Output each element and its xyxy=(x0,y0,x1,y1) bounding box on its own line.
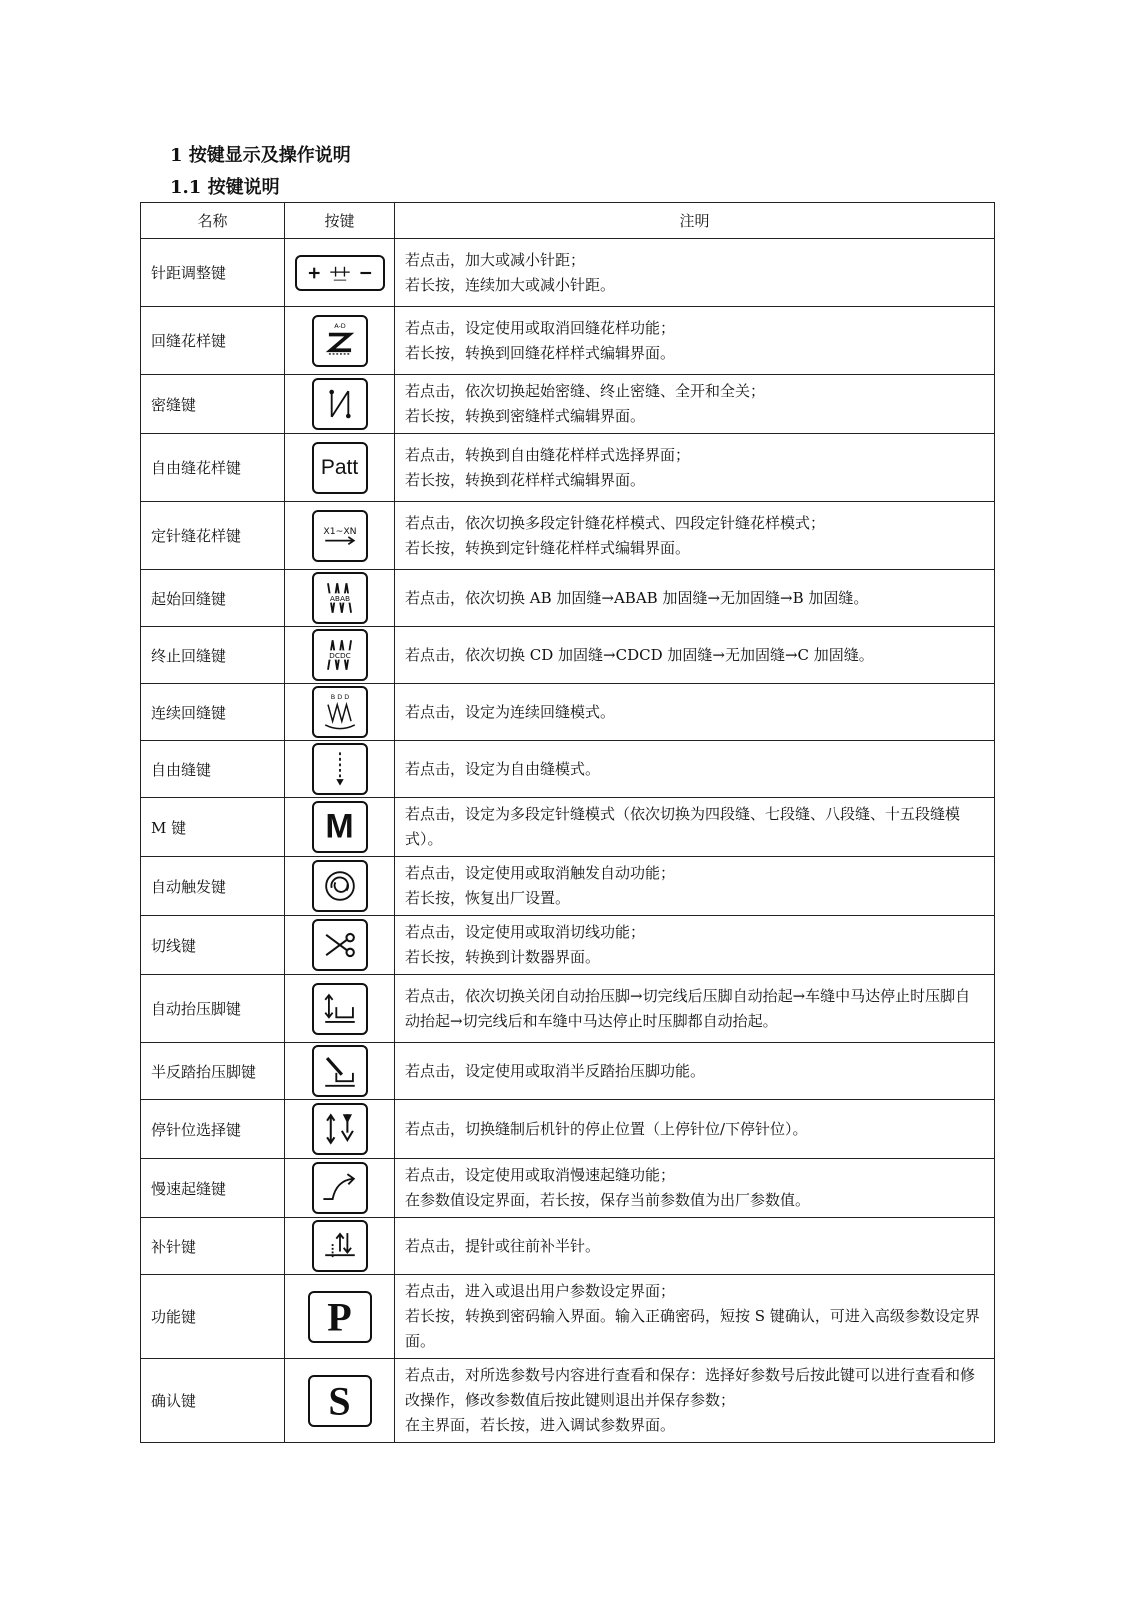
half-heel-presser-foot-icon xyxy=(312,1045,368,1097)
key-name: 自动抬压脚键 xyxy=(141,975,285,1043)
key-name: 确认键 xyxy=(141,1359,285,1443)
key-note: 若点击，设定使用或取消半反踏抬压脚功能。 xyxy=(395,1043,995,1100)
svg-text:ABAB: ABAB xyxy=(329,593,350,603)
key-name: 半反踏抬压脚键 xyxy=(141,1043,285,1100)
header-name: 名称 xyxy=(141,203,285,239)
svg-text:A-D: A-D xyxy=(333,321,346,330)
s-key-icon: S xyxy=(308,1375,372,1427)
m-key-icon: M xyxy=(312,801,368,853)
key-note: 若点击，设定使用或取消回缝花样功能； 若长按，转换到回缝花样样式编辑界面。 xyxy=(395,307,995,375)
key-name: 慢速起缝键 xyxy=(141,1159,285,1218)
key-note: 若点击，设定使用或取消慢速起缝功能； 在参数值设定界面，若长按，保存当前参数值为出厂参数值。 xyxy=(395,1159,995,1218)
key-note: 若点击，依次切换关闭自动抬压脚→切完线后压脚自动抬起→车缝中马达停止时压脚自动抬起→切完线后和车缝中马达停止时压脚都自动抬起。 xyxy=(395,975,995,1043)
table-row xyxy=(141,627,995,684)
table-header-row xyxy=(141,203,995,239)
p-key-icon: P xyxy=(308,1291,372,1343)
table-row xyxy=(141,239,995,307)
table-row xyxy=(141,1218,995,1275)
auto-presser-foot-icon xyxy=(312,983,368,1035)
table-row xyxy=(141,741,995,798)
table-row xyxy=(141,857,995,916)
key-name: 自由缝花样键 xyxy=(141,434,285,502)
table-row xyxy=(141,916,995,975)
table-row xyxy=(141,1159,995,1218)
free-stitch-icon xyxy=(312,743,368,795)
table-row xyxy=(141,375,995,434)
key-name: M 键 xyxy=(141,798,285,857)
key-name: 连续回缝键 xyxy=(141,684,285,741)
patt-icon: Patt xyxy=(312,442,368,494)
key-note: 若点击，对所选参数号内容进行查看和保存：选择好参数号后按此键可以进行查看和修改操作，修改参数值后按此键则退出并保存参数； 在主界面，若长按，进入调试参数界面。 xyxy=(395,1359,995,1443)
fixed-stitch-pattern-icon xyxy=(312,510,368,562)
thread-trim-icon xyxy=(312,919,368,971)
condensed-stitch-icon xyxy=(312,378,368,430)
continuous-backtack-icon xyxy=(312,686,368,738)
start-backtack-icon xyxy=(312,572,368,624)
key-name: 自由缝键 xyxy=(141,741,285,798)
table-row xyxy=(141,307,995,375)
table-row xyxy=(141,1100,995,1159)
key-note: 若点击，依次切换 AB 加固缝→ABAB 加固缝→无加固缝→B 加固缝。 xyxy=(395,570,995,627)
key-note: 若点击，设定为连续回缝模式。 xyxy=(395,684,995,741)
key-name: 补针键 xyxy=(141,1218,285,1275)
needle-stop-position-icon xyxy=(312,1103,368,1155)
key-note: 若点击，依次切换 CD 加固缝→CDCD 加固缝→无加固缝→C 加固缝。 xyxy=(395,627,995,684)
key-name: 停针位选择键 xyxy=(141,1100,285,1159)
key-note: 若点击，设定使用或取消切线功能； 若长按，转换到计数器界面。 xyxy=(395,916,995,975)
table-row xyxy=(141,1043,995,1100)
table-row xyxy=(141,502,995,570)
table-row xyxy=(141,684,995,741)
key-name: 针距调整键 xyxy=(141,239,285,307)
key-note: 若点击，提针或往前补半针。 xyxy=(395,1218,995,1275)
svg-text:DCDC: DCDC xyxy=(328,650,351,660)
key-name: 密缝键 xyxy=(141,375,285,434)
key-note: 若点击，加大或减小针距； 若长按，连续加大或减小针距。 xyxy=(395,239,995,307)
header-note: 注明 xyxy=(395,203,995,239)
table-row xyxy=(141,1275,995,1359)
svg-text:B D D: B D D xyxy=(330,693,349,702)
table-row xyxy=(141,975,995,1043)
header-key: 按键 xyxy=(285,203,395,239)
key-note: 若点击，依次切换起始密缝、终止密缝、全开和全关； 若长按，转换到密缝样式编辑界面。 xyxy=(395,375,995,434)
key-name: 定针缝花样键 xyxy=(141,502,285,570)
stitch-length-adjust-icon xyxy=(295,255,385,291)
auto-trigger-icon xyxy=(312,860,368,912)
table-row xyxy=(141,570,995,627)
section-heading: 1 按键显示及操作说明 xyxy=(170,145,351,166)
key-name: 自动触发键 xyxy=(141,857,285,916)
key-note: 若点击，设定使用或取消触发自动功能； 若长按，恢复出厂设置。 xyxy=(395,857,995,916)
key-note: 若点击，依次切换多段定针缝花样模式、四段定针缝花样模式； 若长按，转换到定针缝花样样式编辑界面。 xyxy=(395,502,995,570)
needle-compensation-icon xyxy=(312,1220,368,1272)
key-name: 切线键 xyxy=(141,916,285,975)
key-name: 起始回缝键 xyxy=(141,570,285,627)
soft-start-icon xyxy=(312,1162,368,1214)
backtack-pattern-icon xyxy=(312,315,368,367)
key-note: 若点击，设定为自由缝模式。 xyxy=(395,741,995,798)
table-row xyxy=(141,434,995,502)
table-row xyxy=(141,798,995,857)
key-note: 若点击，转换到自由缝花样样式选择界面； 若长按，转换到花样样式编辑界面。 xyxy=(395,434,995,502)
table-row xyxy=(141,1359,995,1443)
key-note: 若点击，切换缝制后机针的停止位置（上停针位/下停针位）。 xyxy=(395,1100,995,1159)
svg-text:X1~XN: X1~XN xyxy=(322,525,357,537)
key-note: 若点击，设定为多段定针缝模式（依次切换为四段缝、七段缝、八段缝、十五段缝模式）。 xyxy=(395,798,995,857)
subsection-heading: 1.1 按键说明 xyxy=(170,177,280,198)
key-name: 回缝花样键 xyxy=(141,307,285,375)
key-name: 终止回缝键 xyxy=(141,627,285,684)
key-description-table xyxy=(140,202,995,1443)
key-name: 功能键 xyxy=(141,1275,285,1359)
end-backtack-icon xyxy=(312,629,368,681)
key-note: 若点击，进入或退出用户参数设定界面； 若长按，转换到密码输入界面。输入正确密码，短按 S 键确认，可进入高级参数设定界面。 xyxy=(395,1275,995,1359)
